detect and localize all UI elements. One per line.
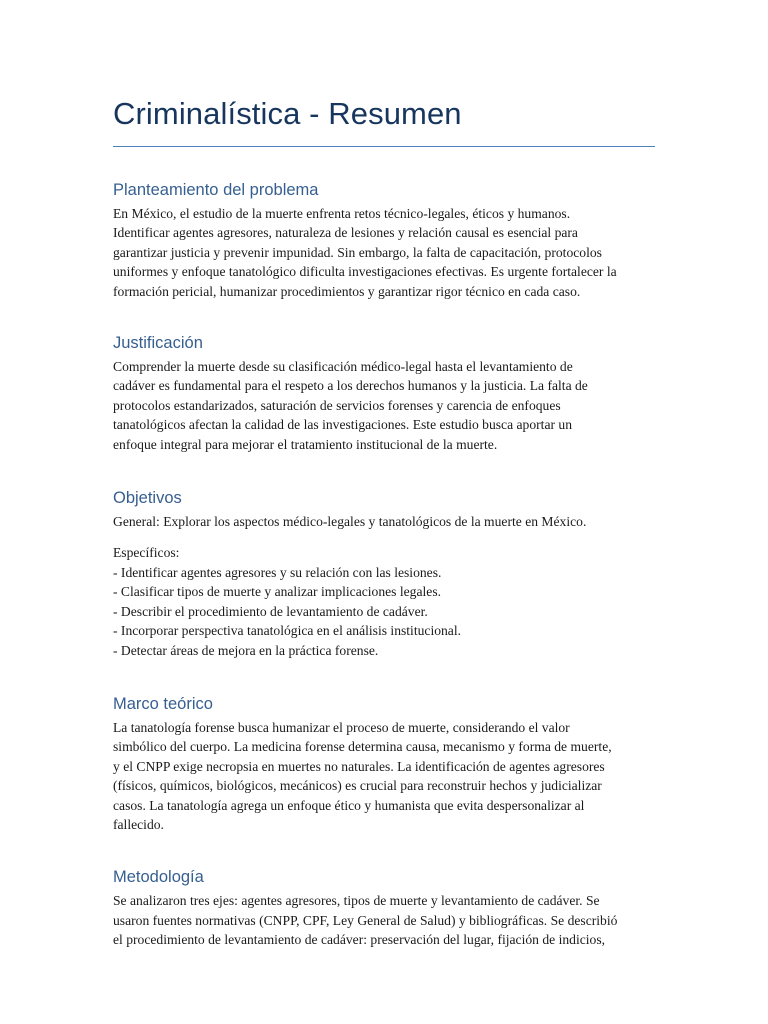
paragraph-line: Identificar agentes agresores, naturaleza de lesiones y relación causal es esencial para: [113, 225, 578, 241]
objectives-specific-list: [113, 563, 655, 660]
section-paragraph: [113, 357, 655, 454]
paragraph-line: tanatológicos afectan la calidad de las investigaciones. Este estudio busca aportar un: [113, 417, 573, 433]
paragraph-line: fallecido.: [113, 816, 164, 832]
paragraph-line: La tanatología forense busca humanizar el proceso de muerte, considerando el valor: [113, 719, 570, 735]
document-title: Criminalística - Resumen: [113, 92, 655, 147]
section-heading: Marco teórico: [113, 694, 213, 713]
section-marco-teorico: [113, 693, 655, 834]
paragraph-line: (físicos, químicos, biológicos, mecánicos) es crucial para reconstruir hechos y judicializar: [113, 778, 602, 794]
paragraph-line: En México, el estudio de la muerte enfrenta retos técnico-legales, éticos y humanos.: [113, 206, 571, 221]
section-objetivos: [113, 487, 655, 660]
paragraph-line: casos. La tanatología agrega un enfoque ético y humanista que evita despersonalizar al: [113, 797, 585, 813]
paragraph-line: el procedimiento de levantamiento de cadáver: preservación del lugar, fijación de indicios,: [113, 932, 606, 948]
section-heading: Planteamiento del problema: [113, 181, 319, 199]
section-paragraph: [113, 718, 655, 834]
section-paragraph: [113, 204, 655, 301]
section-justificacion: [113, 332, 655, 454]
paragraph-line: garantizar justicia y prevenir impunidad. Sin embargo, la falta de capacitación, protocolos: [113, 244, 602, 260]
paragraph-line: protocolos estandarizados, saturación de servicios forenses y carencia de enfoques: [113, 397, 561, 413]
paragraph-line: Comprender la muerte desde su clasificación médico-legal hasta el levantamiento de: [113, 359, 573, 375]
section-heading: Objetivos: [113, 489, 182, 508]
paragraph-line: Se analizaron tres ejes: agentes agresores, tipos de muerte y levantamiento de cadáver. Se: [113, 893, 600, 909]
list-item: - Describir el procedimiento de levantamiento de cadáver.: [113, 603, 428, 619]
list-item: - Clasificar tipos de muerte y analizar implicaciones legales.: [113, 584, 442, 600]
section-paragraph: [113, 891, 655, 949]
objective-general: General: Explorar los aspectos médico-legales y tanatológicos de la muerte en México.: [113, 514, 587, 530]
paragraph-line: uniformes y enfoque tanatológico dificulta investigaciones efectivas. Es urgente fortalecer la: [113, 264, 617, 280]
paragraph-line: formación pericial, humanizar procedimientos y garantizar rigor técnico en cada caso.: [113, 283, 581, 299]
paragraph-spacer: [113, 531, 655, 543]
paragraph-line: y el CNPP exige necropsia en muertes no naturales. La identificación de agentes agresores: [113, 758, 605, 774]
list-item: - Incorporar perspectiva tanatológica en el análisis institucional.: [113, 623, 462, 639]
list-item: - Identificar agentes agresores y su relación con las lesiones.: [113, 564, 442, 580]
section-planteamiento: [113, 179, 655, 301]
section-metodologia: [113, 866, 655, 949]
paragraph-line: cadáver es fundamental para el respeto a los derechos humanos y la justicia. La falta de: [113, 378, 588, 394]
paragraph-line: enfoque integral para mejorar el tratamiento institucional de la muerte.: [113, 436, 498, 452]
objectives-specific-label: Específicos:: [113, 545, 180, 561]
paragraph-line: usaron fuentes normativas (CNPP, CPF, Ley General de Salud) y bibliográficas. Se describió: [113, 912, 618, 928]
document-page: [113, 92, 655, 950]
paragraph-line: simbólico del cuerpo. La medicina forense determina causa, mecanismo y forma de muerte,: [113, 739, 612, 755]
list-item: - Detectar áreas de mejora en la práctica forense.: [113, 642, 379, 658]
section-heading: Justificación: [113, 334, 203, 353]
section-heading: Metodología: [113, 868, 204, 887]
